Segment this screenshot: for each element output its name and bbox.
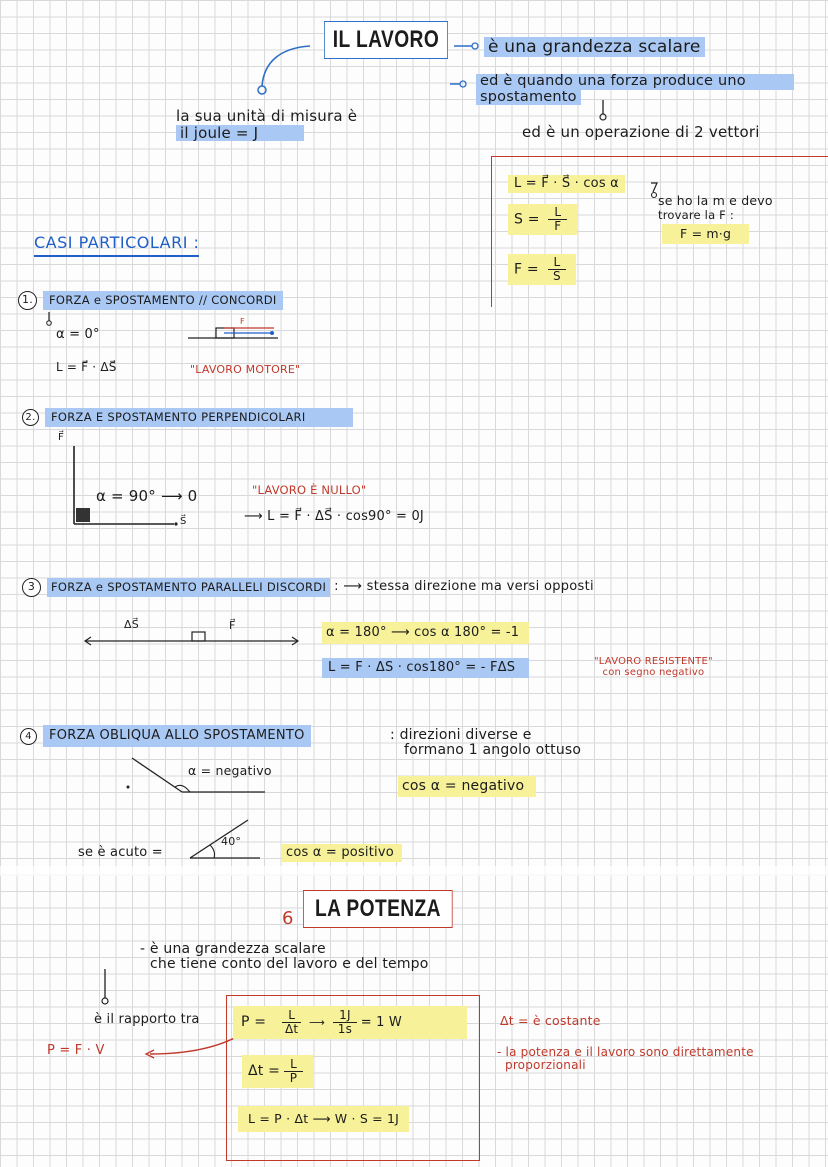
denominator: S xyxy=(553,269,561,284)
formula-label: Δt = xyxy=(248,1062,281,1079)
case2-angle: α = 90° ⟶ 0 xyxy=(96,487,198,505)
perpendicular-forces-diagram xyxy=(58,432,188,532)
case3-note: : ⟶ stessa direzione ma versi opposti xyxy=(334,579,594,595)
casi-heading: CASI PARTICOLARI : xyxy=(34,234,199,257)
denominator: Δt xyxy=(285,1022,299,1037)
definition-text: è una grandezza scalare xyxy=(484,37,705,57)
case3-formula-1: α = 180° ⟶ cos α 180° = -1 xyxy=(322,622,529,644)
power-formula xyxy=(233,1006,467,1039)
case4-angle-label: α = negativo xyxy=(188,763,272,778)
potenza-title: LA POTENZA xyxy=(303,890,453,928)
delta-t-note: Δt = è costante xyxy=(500,1013,601,1028)
curved-arrow-icon xyxy=(250,40,330,100)
case1-angle: α = 0° xyxy=(56,327,100,342)
case3-header xyxy=(22,578,594,597)
case2-header xyxy=(22,408,353,427)
unit-line1: la sua unità di misura è xyxy=(176,107,358,125)
case4-header xyxy=(20,725,311,747)
case4-title: FORZA OBLIQUA ALLO SPOSTAMENTO xyxy=(43,725,311,747)
lavoro-definition-3: ed è un operazione di 2 vettori xyxy=(522,123,760,141)
side-note xyxy=(658,194,773,222)
case4-cos-positive: cos α = positivo xyxy=(282,844,402,862)
formula-label: P = xyxy=(241,1013,267,1030)
case2-title: FORZA E SPOSTAMENTO PERPENDICOLARI xyxy=(45,408,353,427)
force-formula: F = m·g xyxy=(662,224,749,244)
delta-t-formula xyxy=(242,1055,313,1088)
potenza-description xyxy=(140,942,429,973)
fraction xyxy=(284,1058,303,1085)
denominator: P xyxy=(289,1071,298,1086)
denominator: F xyxy=(554,219,562,234)
case4-acute-label: se è acuto = xyxy=(78,845,163,860)
note-line2: proporzionali xyxy=(505,1058,586,1073)
case1-title: FORZA e SPOSTAMENTO // CONCORDI xyxy=(43,291,283,310)
arrow: ⟶ xyxy=(309,1015,326,1029)
arrow-down-icon xyxy=(596,98,610,122)
case-number-badge: 1. xyxy=(18,291,37,310)
arrow-down-icon xyxy=(44,311,54,327)
lavoro-definition-2 xyxy=(476,74,794,106)
lavoro-title: IL LAVORO xyxy=(324,21,448,59)
s-formula xyxy=(508,204,577,235)
definition-text-line1: ed è quando una forza produce uno xyxy=(476,74,794,90)
note-line1: : direzioni diverse e xyxy=(390,727,532,743)
quote-line1: "LAVORO RESISTENTE" xyxy=(594,656,713,667)
f-formula xyxy=(508,254,576,285)
case2-formula: ⟶ L = F⃗ · ΔS⃗ · cos90° = 0J xyxy=(244,509,424,524)
case3-title: FORZA e SPOSTAMENTO PARALLELI DISCORDI xyxy=(47,578,330,597)
note-line2: formano 1 angolo ottuso xyxy=(404,742,582,759)
case3-formula-2: L = F · ΔS · cos180° = - FΔS xyxy=(322,658,529,678)
numerator: L xyxy=(548,256,567,270)
fraction xyxy=(282,1009,301,1036)
fraction xyxy=(333,1009,357,1036)
case1-header xyxy=(18,291,283,310)
case1-formula: L = F⃗ · ΔS⃗ xyxy=(56,360,117,374)
note-line1: - la potenza e il lavoro sono direttamente xyxy=(497,1045,754,1059)
quote-line2: con segno negativo xyxy=(602,667,705,678)
ratio-label: è il rapporto tra xyxy=(94,1012,200,1027)
parallel-forces-diagram xyxy=(186,314,286,344)
power-velocity-formula: P = F · V xyxy=(47,1043,105,1058)
proportional-note xyxy=(497,1046,754,1072)
page-break xyxy=(0,866,828,876)
unit-line2: il joule = J xyxy=(176,125,304,142)
lavoro-definition-1 xyxy=(484,38,705,57)
work-power-formula: L = P · Δt ⟶ W · S = 1J xyxy=(238,1106,409,1132)
arrow-right-icon xyxy=(448,78,472,90)
case2-axis-y: F⃗ xyxy=(58,432,64,443)
case2-quote: "LAVORO È NULLO" xyxy=(252,483,367,497)
numerator: L xyxy=(548,206,567,220)
work-formula: L = F⃗ · S⃗ · cos α xyxy=(508,175,625,193)
case2-axis-x: S⃗ xyxy=(180,516,187,527)
formula-label: S = xyxy=(514,211,540,228)
fraction xyxy=(548,206,567,233)
opposite-forces-diagram xyxy=(82,630,302,650)
potenza-marker: 6 xyxy=(282,908,294,929)
fraction xyxy=(548,256,567,283)
case3-quote xyxy=(594,656,713,678)
unit-of-measure xyxy=(176,108,357,141)
case-number-badge: 2. xyxy=(22,409,39,426)
numerator: L xyxy=(282,1009,301,1023)
case4-note xyxy=(390,728,581,759)
case4-cos-negative: cos α = negativo xyxy=(398,776,536,797)
denominator: 1s xyxy=(337,1022,353,1037)
case3-label-ds: ΔS⃗ xyxy=(124,618,139,631)
arrow-right-icon xyxy=(452,40,482,52)
case1-quote: "LAVORO MOTORE" xyxy=(190,363,301,376)
case-number-badge: 4 xyxy=(20,728,37,745)
case-number-badge: 3 xyxy=(22,578,41,597)
svg-text:F: F xyxy=(240,317,245,326)
desc-line2: che tiene conto del lavoro e del tempo xyxy=(150,956,429,973)
side-note-line1: se ho la m e devo xyxy=(658,193,773,208)
formula-label: F = xyxy=(514,261,539,278)
arrow-down-icon xyxy=(98,968,112,1008)
numerator: 1J xyxy=(333,1009,357,1023)
numerator: L xyxy=(284,1058,303,1072)
unit-result: = 1 W xyxy=(360,1014,402,1030)
case4-acute-angle: 40° xyxy=(221,835,242,848)
case3-label-f: F⃗ xyxy=(229,619,236,632)
definition-text-line2: spostamento xyxy=(476,89,581,105)
side-note-line2: trovare la F : xyxy=(658,207,734,222)
desc-line1: - è una grandezza scalare xyxy=(140,941,326,957)
